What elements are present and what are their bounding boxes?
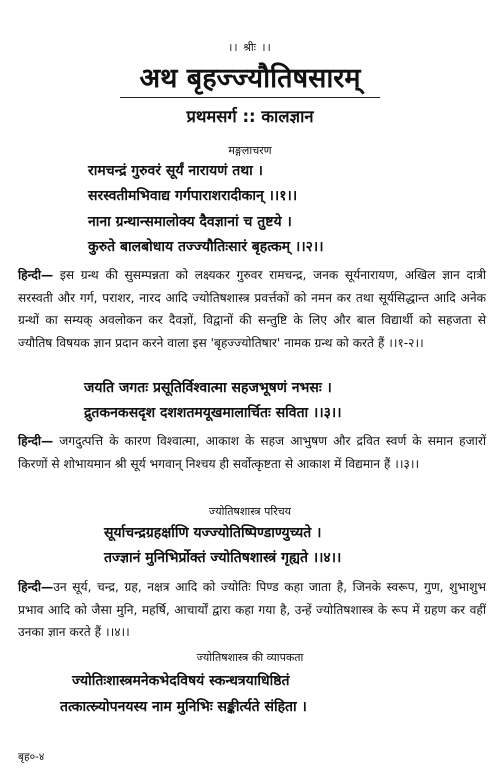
verse-4-line-1: सूर्याचन्द्रग्रहर्क्षाणि यज्ज्योतिष्पिण्डाण्युच्यते । <box>104 525 322 541</box>
commentary-3 <box>18 576 486 644</box>
chapter-heading: प्रथमसर्ग :: कालज्ञान <box>186 107 314 126</box>
section-heading-jyotish-parichay: ज्योतिषशास्त्र परिचय <box>208 505 292 518</box>
commentary-text: उन सूर्य, चन्द्र, ग्रह, नक्षत्र आदि को ज्योतिः पिण्ड कहा जाता है, जिनके स्वरूप, गुण, शुभाशुभ प्रभाव आदि को जैसा मुनि, महर्षि, आचार्यों द्वारा कहा गया है, उन्हें ज्योतिषशास्त्र के रूप में ग्रहण कर वहीं उनका ज्ञान करते हैं ।।४।। <box>18 580 486 640</box>
page-footer-signature: बृह०-४ <box>18 751 45 763</box>
verse-5-line-1: ज्योतिःशास्त्रमनेकभेदविषयं स्कन्धत्रयाधिष्ठितं <box>72 673 290 689</box>
verse-2-line-1: नाना ग्रन्थान्समालोक्य दैवज्ञानां च तुष्टये । <box>88 214 292 230</box>
commentary-label: हिन्दी— <box>18 268 54 282</box>
verse-1-line-2: सरस्वतीमभिवाद्य गर्गपाराशरादीकान् ।।१।। <box>88 188 298 204</box>
page-title: अथ बृहज्ज्यौतिषसारम् <box>139 63 361 94</box>
section-heading-jyotish-vyapakta: ज्योतिषशास्त्र की व्यापकता <box>196 651 304 664</box>
commentary-text: जगदुत्पत्ति के कारण विश्वात्मा, आकाश के सहज आभुषण और द्रवित स्वर्ण के समान हजारों किरणों से शोभायमान श्री सूर्य भगवान् निश्चय ही सर्वोत्कृष्टता से आकाश में विद्यमान हैं ।।३।। <box>18 434 486 471</box>
commentary-text: इस ग्रन्थ की सुसम्पन्नता को लक्ष्यकर गुरुवर रामचन्द्र, जनक सूर्यनारायण, अखिल ज्ञान दात्री सरस्वती और गर्ग, पराशर, नारद आदि ज्योतिषशास्त्र प्रवर्त्तकों को नमन कर तथा सूर्यसिद्धान्त आदि अनेक ग्रन्थों का सम्यक् अवलोकन कर दैवज्ञों, विद्वानों की सन्तुष्टि के लिए और बाल विद्यार्थी को सहजता से ज्यौतिष विषयक ज्ञान प्रदान करने वाला इस 'बृहज्ज्योतिषार' नामक ग्रन्थ को करते हैं ।।१-२।। <box>18 268 486 351</box>
commentary-1 <box>18 264 486 355</box>
verse-4-line-2: तज्ज्ञानं मुनिभिर्प्रोक्तं ज्योतिषशास्त्रं गृह्यते ।।४।। <box>104 550 342 566</box>
title-underline <box>120 97 380 98</box>
commentary-2 <box>18 430 486 475</box>
verse-2-line-2: कुरुते बालबोधाय तज्ज्यौतिःसारं बृहत्कम् ।।२।। <box>88 239 324 255</box>
commentary-label: हिन्दी— <box>18 434 54 448</box>
verse-1-line-1: रामचन्द्रं गुरुवरं सूर्यं नारायणं तथा । <box>88 163 263 179</box>
section-heading-mangalacharan: मङ्गलाचरण <box>228 144 272 157</box>
commentary-label: हिन्दी— <box>18 580 54 594</box>
verse-3-line-2: द्रुतकनकसदृश दशशतमयूखमालार्चितः सविता ।।३।। <box>84 405 342 421</box>
verse-5-line-2: तत्कात्स्र्योपनयस्य नाम मुनिभिः सङ्कीर्त्यते संहिता । <box>60 699 307 715</box>
verse-3-line-1: जयति जगतः प्रसूतिर्विश्वात्मा सहजभूषणं नभसः । <box>84 380 332 396</box>
invocation: ।। श्रीः ।। <box>228 41 272 54</box>
